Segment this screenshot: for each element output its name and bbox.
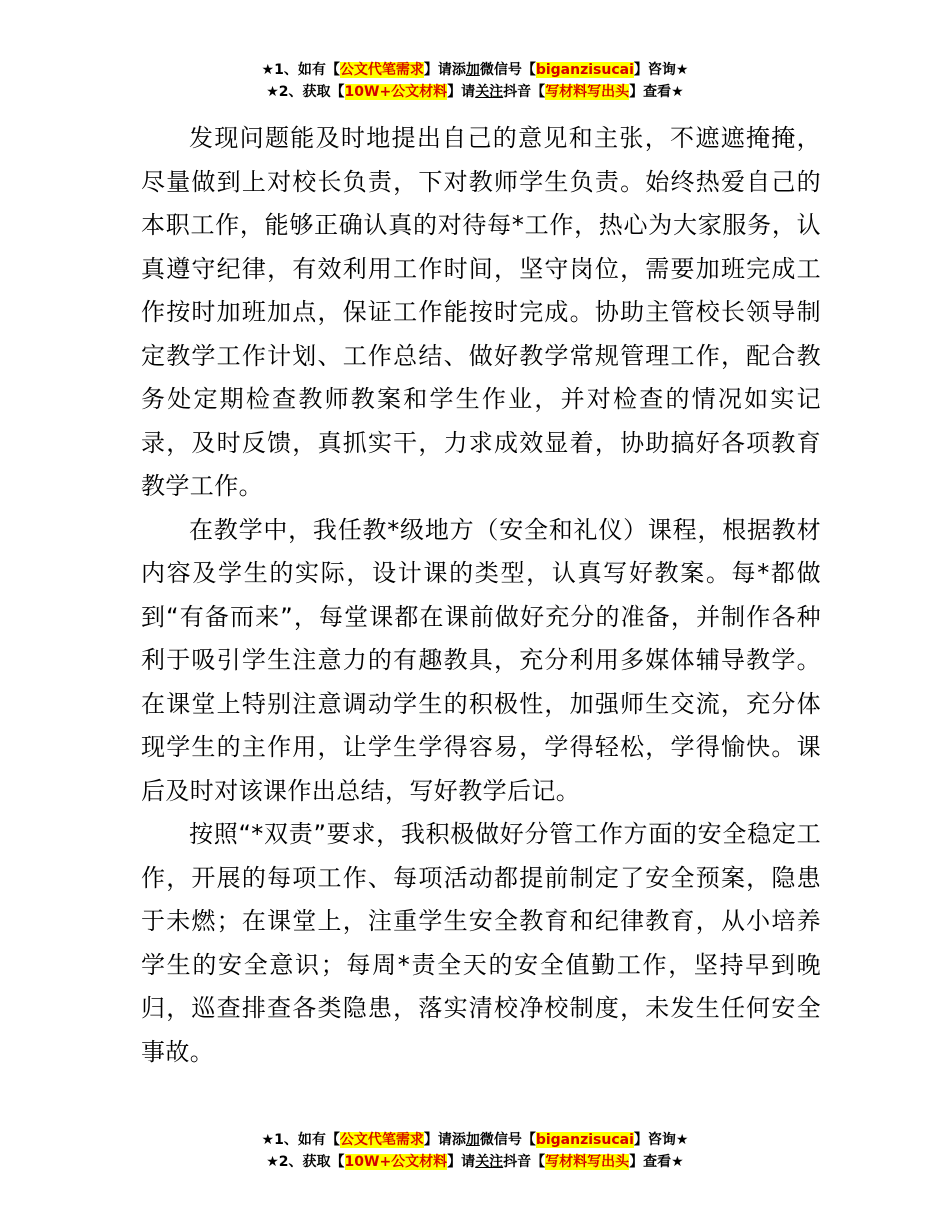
- banner-highlight: 写材料写出头: [545, 1154, 630, 1170]
- banner-highlight: 10W+公文材料: [344, 84, 448, 100]
- banner-highlight: 10W+公文材料: [344, 1154, 448, 1170]
- document-body: [141, 117, 821, 1074]
- paragraph: 按照“*双责”要求，我积极做好分管工作方面的安全稳定工作，开展的每项工作、每项活动都提前制定了安全预案，隐患于未燃；在课堂上，注重学生安全教育和纪律教育，从小培养学生的安全意识；每周*责全天的安全值勤工作，坚持早到晚归，巡查排查各类隐患，落实清校净校制度，未发生任何安全事故。: [141, 820, 821, 1066]
- banner-highlight: 公文代笔需求: [339, 62, 424, 78]
- paragraph: 在教学中，我任教*级地方（安全和礼仪）课程，根据教材内容及学生的实际，设计课的类型，认真写好教案。每*都做到“有备而来”，每堂课都在课前做好充分的准备，并制作各种利于吸引学生注意力的有趣教具，充分利用多媒体辅导教学。在课堂上特别注意调动学生的积极性，加强师生交流，充分体现学生的主作用，让学生学得容易，学得轻松，学得愉快。课后及时对该课作出总结，写好教学后记。: [141, 515, 821, 805]
- banner-highlight: 写材料写出头: [545, 84, 630, 100]
- header-banner: [0, 59, 950, 103]
- banner-highlight: biganzisucai: [535, 1132, 634, 1148]
- banner-line-1: ★1、如有【公文代笔需求】请添加微信号【biganzisucai】咨询★: [261, 1132, 689, 1148]
- paragraph: 发现问题能及时地提出自己的意见和主张，不遮遮掩掩，尽量做到上对校长负责，下对教师学生负责。始终热爱自己的本职工作，能够正确认真的对待每*工作，热心为大家服务，认真遵守纪律，有效利用工作时间，坚守岗位，需要加班完成工作按时加班加点，保证工作能按时完成。协助主管校长领导制定教学工作计划、工作总结、做好教学常规管理工作，配合教务处定期检查教师教案和学生作业，并对检查的情况如实记录，及时反馈，真抓实干，力求成效显着，协助搞好各项教育教学工作。: [141, 124, 821, 500]
- banner-highlight: 公文代笔需求: [339, 1132, 424, 1148]
- banner-line-1: ★1、如有【公文代笔需求】请添加微信号【biganzisucai】咨询★: [261, 62, 689, 78]
- banner-highlight: biganzisucai: [535, 62, 634, 78]
- banner-line-2: ★2、获取【10W+公文材料】请关注抖音【写材料写出头】查看★: [266, 84, 684, 100]
- footer-banner: [0, 1129, 950, 1173]
- banner-line-2: ★2、获取【10W+公文材料】请关注抖音【写材料写出头】查看★: [266, 1154, 684, 1170]
